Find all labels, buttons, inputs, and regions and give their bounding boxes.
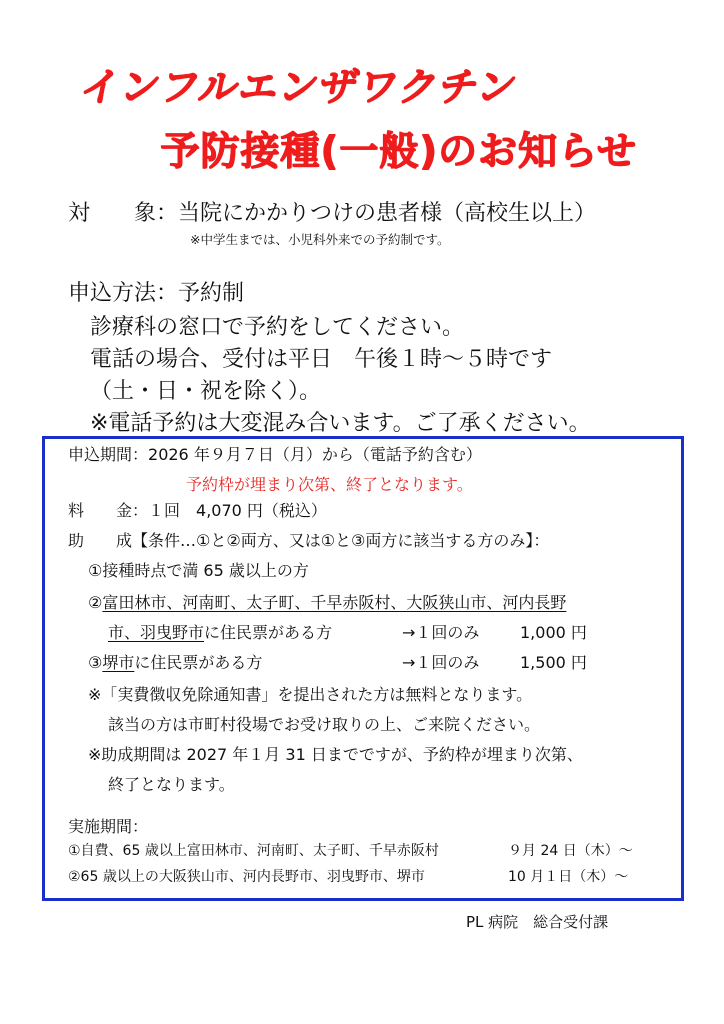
target-label: 対 象： — [68, 201, 179, 226]
fee-row — [68, 498, 327, 521]
condition-2-price: 1,000 円 — [520, 623, 587, 642]
note-1-line-1: ※「実費徴収免除通知書」を提出された方は無料となります。 — [88, 685, 533, 704]
subsidy-row — [68, 528, 549, 551]
target-value: 当院にかかりつけの患者様（高校生以上） — [178, 201, 597, 226]
footer-organization: PL 病院 総合受付課 — [466, 913, 609, 931]
implementation-1-text: ①自費、65 歳以上富田林市、河南町、太子町、千早赤阪村 — [68, 843, 439, 859]
subsidy-condition: 【条件…①と②両方、又は①と③両方に該当する方のみ】： — [132, 531, 550, 550]
note-2-line-1: ※助成期間は 2027 年１月 31 日までですが、予約枠が埋まり次第、 — [88, 745, 583, 764]
target-row — [68, 196, 596, 227]
apply-line-2: 電話の場合、受付は平日 午後１時〜５時です — [90, 347, 553, 372]
note-2-line-2: 終了となります。 — [108, 775, 235, 794]
note-1-line-2: 該当の方は市町村役場でお受け取りの上、ご来院ください。 — [108, 715, 541, 734]
apply-label: 申込方法： — [68, 281, 179, 306]
condition-2-line-1 — [88, 590, 566, 613]
apply-line-1: 診療科の窓口で予約をしてください。 — [90, 315, 465, 340]
condition-2-suffix: に住民票がある方 — [204, 623, 333, 642]
period-value: 2026 年９月７日（月）から（電話予約含む） — [148, 445, 482, 464]
condition-3-line — [88, 650, 262, 673]
apply-row — [68, 276, 244, 307]
fee-value: １回 4,070 円（税込） — [148, 501, 327, 520]
condition-2-prefix: ② — [88, 593, 103, 612]
title-line-2: 予防接種(一般)のお知らせ — [160, 129, 637, 174]
implementation-2-date: 10 月１日（木）〜 — [508, 869, 629, 885]
fee-label: 料 金： — [68, 501, 149, 520]
condition-2-arrow: →１回のみ — [402, 623, 480, 642]
implementation-1-date: ９月 24 日（木）〜 — [508, 843, 633, 859]
period-label: 申込期間： — [68, 445, 149, 464]
period-note: 予約枠が埋まり次第、終了となります。 — [186, 475, 473, 494]
condition-3-suffix: に住民票がある方 — [134, 653, 263, 672]
condition-3-price: 1,500 円 — [520, 653, 587, 672]
condition-3-city: 堺市 — [102, 653, 135, 672]
title-line-1: インフルエンザワクチン — [76, 65, 521, 110]
condition-1: ①接種時点で満 65 歳以上の方 — [88, 561, 309, 580]
subsidy-label: 助 成 — [68, 531, 133, 550]
apply-line-4: ※電話予約は大変混み合います。ご了承ください。 — [90, 411, 591, 436]
implementation-label: 実施期間： — [68, 817, 149, 836]
period-row — [68, 442, 482, 465]
condition-3-arrow: →１回のみ — [402, 653, 480, 672]
condition-3-prefix: ③ — [88, 653, 103, 672]
condition-2-line-2 — [108, 620, 332, 643]
implementation-2-text: ②65 歳以上の大阪狭山市、河内長野市、羽曳野市、堺市 — [68, 869, 425, 885]
apply-line-3: （土・日・祝を除く）。 — [90, 379, 322, 404]
condition-2-cities-b: 市、羽曳野市 — [108, 623, 205, 642]
apply-value: 予約制 — [178, 281, 245, 306]
target-note: ※中学生までは、小児科外来での予約制です。 — [190, 232, 450, 247]
condition-2-cities-a: 富田林市、河南町、太子町、千早赤阪村、大阪狭山市、河内長野 — [102, 593, 567, 612]
